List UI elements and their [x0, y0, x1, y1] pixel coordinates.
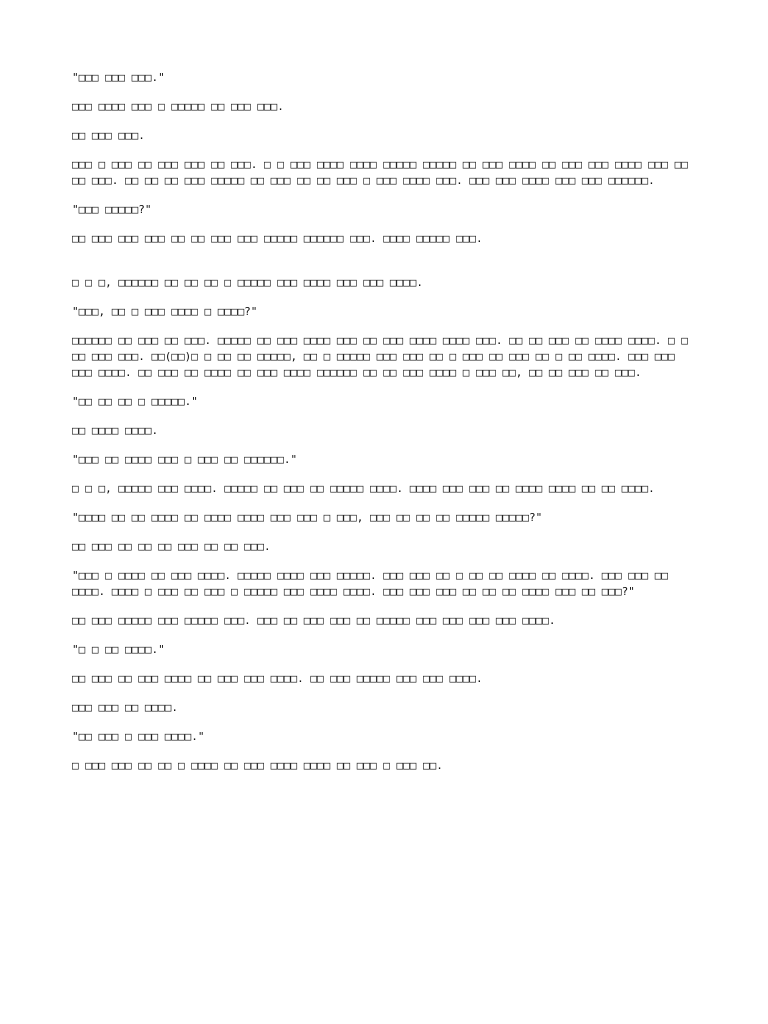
paragraph-14: "□□□□ □□ □□ □□□□ □□ □□□□ □□□□ □□□ □□□ □ □□□, □□□ □□ □□ □□ □□□□□ □□□□□?" [72, 511, 543, 524]
paragraph-18: "□ □ □□ □□□□." [72, 643, 165, 656]
paragraph-16: "□□□ □ □□□□ □□ □□□ □□□□. □□□□□ □□□□ □□□ □□□□□. □□□ □□□ □□ □ □□ □□ □□□□ □□ □□□□. □□□ □□□ □□ □□□□. □□□□ □ □□□ □□ □□□ □ □□□□□ □□□ □□□□ □□□□. □□□ □□□ □□□ □□ □□ □□ □□□□ □□□ □□ □□□?" [72, 569, 669, 598]
document-page [72, 70, 700, 787]
paragraph-21: "□□ □□□ □ □□□ □□□□." [72, 730, 205, 743]
paragraph-17: □□ □□□ □□□□□ □□□ □□□□□ □□□. □□□ □□ □□□ □□□ □□ □□□□□ □□□ □□□ □□□ □□□ □□□□. [72, 614, 556, 627]
paragraph-3: □□ □□□ □□□. [72, 129, 145, 142]
paragraph-1: "□□□ □□□ □□□." [72, 71, 165, 84]
paragraph-8: "□□□, □□ □ □□□ □□□□ □ □□□□?" [72, 305, 258, 318]
paragraph-15: □□ □□□ □□ □□ □□ □□□ □□ □□ □□□. [72, 540, 271, 553]
paragraph-9: □□□□□□ □□ □□□ □□ □□□. □□□□□ □□ □□□ □□□□ □□□ □□ □□□ □□□□ □□□□ □□□. □□ □□ □□□ □□ □□□□ □□□□. □ □ □□ □□□ □□□. □□(□□)□ □ □□ □□ □□□□□, □□ □ □□□□□ □□□ □□□ □□ □ □□□ □□ □□□ □□ □ □□ □□□□. □□□ □□□ □□□ □□□□. □□ □□□ □□ □□□□ □□ □□□ □□□□ □□□□□□ □□ □□ □□□ □□□□ □ □□□ □□, □□ □□ □□□ □□ □□□. [72, 334, 688, 379]
paragraph-10: "□□ □□ □□ □ □□□□□." [72, 395, 198, 408]
paragraph-22: □ □□□ □□□ □□ □□ □ □□□□ □□ □□□ □□□□ □□□□ □□ □□□ □ □□□ □□. [72, 759, 443, 772]
paragraph-19: □□ □□□ □□ □□□ □□□□ □□ □□□ □□□ □□□□. □□ □□□ □□□□□ □□□ □□□ □□□□. [72, 672, 483, 685]
paragraph-2: □□□ □□□□ □□□ □ □□□□□ □□ □□□ □□□. [72, 100, 284, 113]
paragraph-4: □□□ □ □□□ □□ □□□ □□□ □□ □□□. □ □ □□□ □□□□ □□□□ □□□□□ □□□□□ □□ □□□ □□□□ □□ □□□ □□□ □□□□ □□□ □□ □□ □□□. □□ □□ □□ □□□ □□□□□ □□ □□□ □□ □□ □□□ □ □□□ □□□□ □□□. □□□ □□□ □□□□ □□□ □□□ □□□□□□. [72, 158, 688, 187]
paragraph-20: □□□ □□□ □□ □□□□. [72, 701, 178, 714]
paragraph-7: □ □ □, □□□□□□ □□ □□ □□ □ □□□□□ □□□ □□□□ □□□ □□□ □□□□. [72, 276, 423, 289]
paragraph-11: □□ □□□□ □□□□. [72, 424, 159, 437]
paragraph-6: □□ □□□ □□□ □□□ □□ □□ □□□ □□□ □□□□□ □□□□□□ □□□. □□□□ □□□□□ □□□. [72, 232, 483, 245]
paragraph-5: "□□□ □□□□□?" [72, 203, 152, 216]
paragraph-12: "□□□ □□ □□□□ □□□ □ □□□ □□ □□□□□□." [72, 453, 298, 466]
paragraph-13: □ □ □, □□□□□ □□□ □□□□. □□□□□ □□ □□□ □□ □□□□□ □□□□. □□□□ □□□ □□□ □□ □□□□ □□□□ □□ □□ □□□□. [72, 482, 655, 495]
